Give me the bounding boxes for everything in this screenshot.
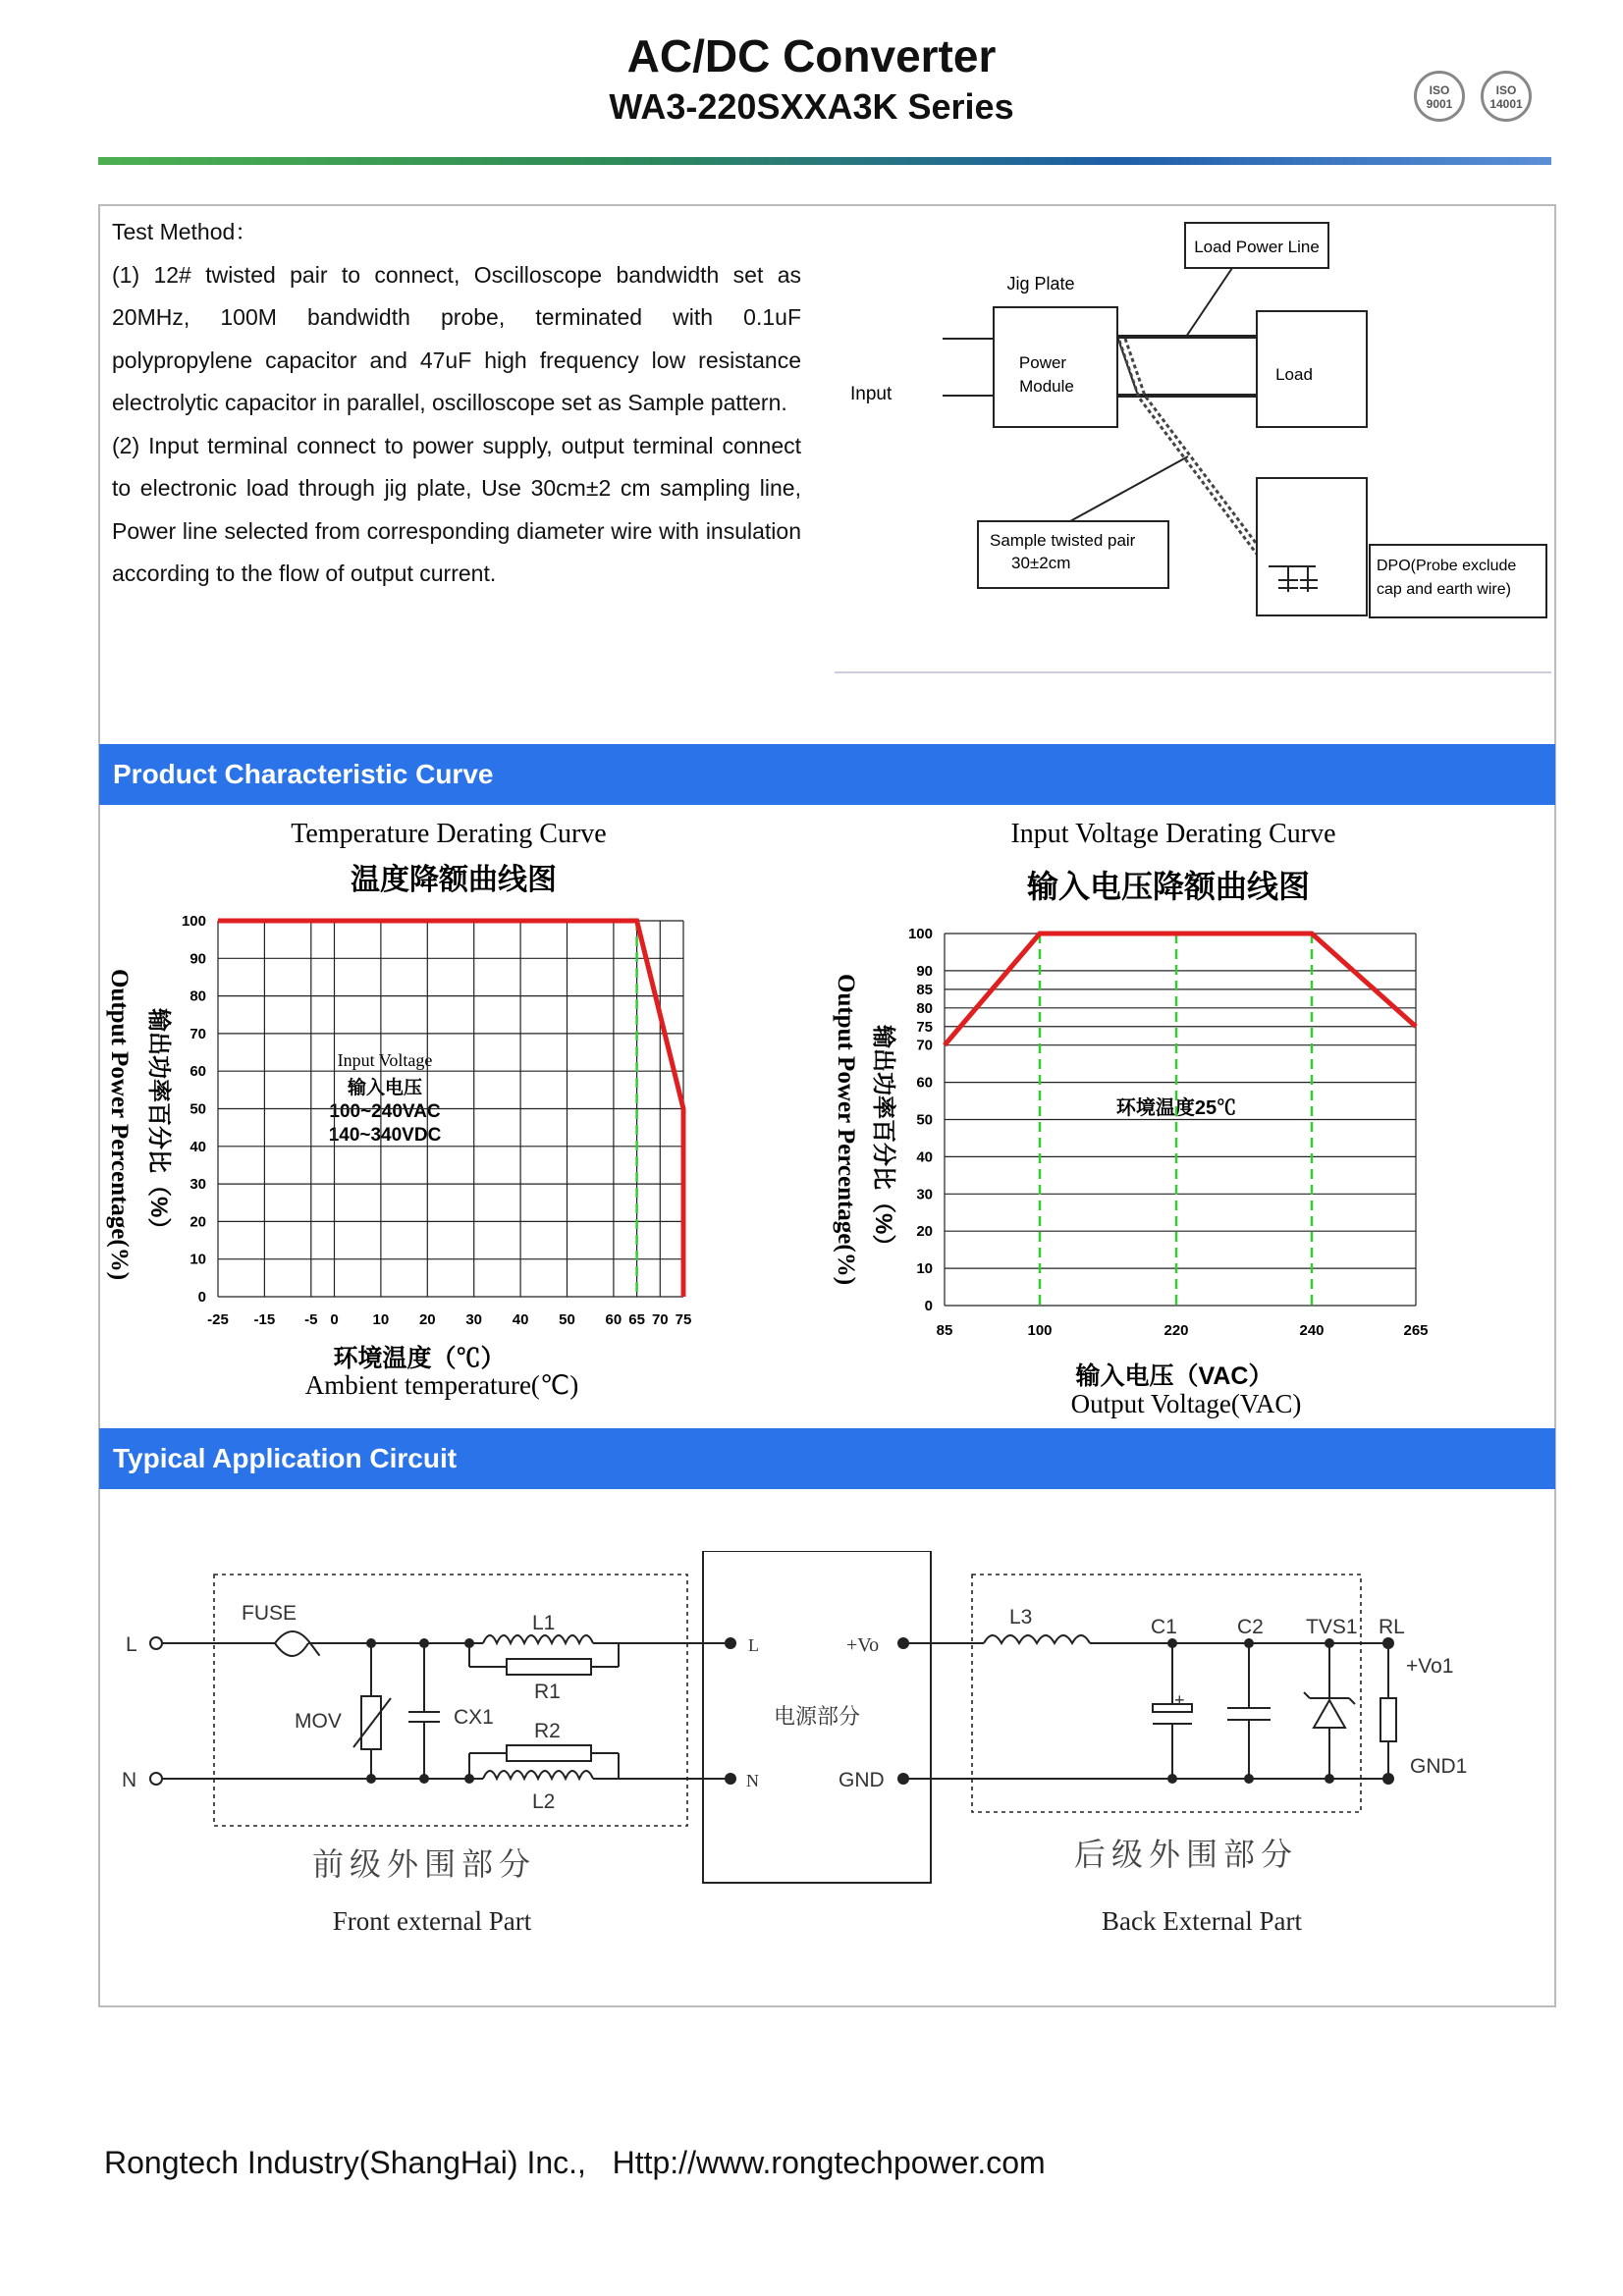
twisted-pair-label-2: 30±2cm bbox=[1011, 554, 1071, 572]
x-tick-label: 100 bbox=[1027, 1322, 1053, 1339]
r2-resistor-icon bbox=[507, 1745, 591, 1761]
section-header-circuit: Typical Application Circuit bbox=[99, 1428, 1555, 1489]
power-module-label-1: Power bbox=[1018, 353, 1067, 372]
x-tick-label: 240 bbox=[1299, 1322, 1325, 1339]
c1-capacitor-icon bbox=[1153, 1704, 1192, 1712]
footer bbox=[104, 2145, 1046, 2181]
module-vo-pin bbox=[897, 1637, 909, 1649]
chart-title: Temperature Derating Curve bbox=[291, 819, 607, 849]
x-tick-label: 30 bbox=[465, 1311, 483, 1328]
y-tick-label: 50 bbox=[189, 1100, 206, 1118]
y-tick-label: 100 bbox=[181, 913, 206, 930]
back-part-label: Back External Part bbox=[1102, 1906, 1302, 1936]
label-r2: R2 bbox=[534, 1720, 561, 1742]
y-axis-label: Output Power Percentage(%) bbox=[833, 974, 859, 1286]
product-series: WA3-220SXXA3K Series bbox=[609, 86, 1014, 127]
y-tick-label: 0 bbox=[924, 1298, 933, 1314]
y-tick-label: 60 bbox=[916, 1074, 933, 1092]
dpo-label-2: cap and earth wire) bbox=[1377, 581, 1511, 598]
x-tick-label: 10 bbox=[372, 1311, 390, 1328]
x-tick-label: -15 bbox=[253, 1311, 276, 1328]
x-axis-label: Output Voltage(VAC) bbox=[1070, 1389, 1302, 1418]
y-tick-label: 80 bbox=[916, 999, 933, 1017]
y-tick-label: 40 bbox=[916, 1148, 933, 1166]
jig-plate-label: Jig Plate bbox=[1006, 274, 1075, 294]
load-power-line-label: Load Power Line bbox=[1194, 238, 1320, 256]
y-tick-label: 20 bbox=[189, 1213, 206, 1231]
svg-text:+: + bbox=[1174, 1690, 1185, 1710]
iso-9001-badge-icon: ISO 9001 bbox=[1414, 71, 1465, 122]
application-circuit-diagram bbox=[100, 1551, 1553, 1983]
y-tick-label: 60 bbox=[189, 1063, 206, 1081]
chart-title: Input Voltage Derating Curve bbox=[1010, 819, 1336, 849]
y-axis-label: Output Power Percentage(%) bbox=[106, 969, 133, 1281]
x-tick-label: 85 bbox=[936, 1322, 953, 1339]
annotation-input-voltage: Input Voltage bbox=[337, 1050, 433, 1070]
y-tick-label: 75 bbox=[916, 1018, 933, 1036]
twisted-pair-label-1: Sample twisted pair bbox=[990, 531, 1136, 550]
front-part-label: Front external Part bbox=[332, 1906, 532, 1936]
module-gnd-pin bbox=[897, 1773, 909, 1785]
label-mov: MOV bbox=[295, 1710, 342, 1733]
x-tick-label: 20 bbox=[418, 1311, 436, 1328]
input-label: Input bbox=[850, 384, 893, 404]
y-tick-label: 90 bbox=[189, 950, 206, 968]
label-fuse: FUSE bbox=[242, 1602, 298, 1625]
label-tvs1: TVS1 bbox=[1306, 1616, 1358, 1638]
y-tick-label: 90 bbox=[916, 962, 933, 980]
label-c1: C1 bbox=[1151, 1616, 1177, 1638]
power-module-label-2: Module bbox=[1019, 377, 1074, 396]
label-l2: L2 bbox=[532, 1790, 556, 1813]
temperature-derating-chart bbox=[100, 807, 825, 1414]
x-tick-label: 75 bbox=[675, 1311, 692, 1328]
front-part-label-cn: 前级外围部分 bbox=[311, 1846, 537, 1882]
test-method-heading: Test Method： bbox=[112, 219, 258, 244]
y-tick-label: 50 bbox=[916, 1111, 933, 1129]
y-axis-label-cn: 输出功率百分比（%） bbox=[145, 1008, 172, 1242]
label-vo: +Vo bbox=[846, 1634, 880, 1656]
module-n-pin bbox=[725, 1773, 736, 1785]
label-l3: L3 bbox=[1009, 1606, 1033, 1629]
iso-14001-badge-icon: ISO 14001 bbox=[1481, 71, 1532, 122]
load-label: Load bbox=[1275, 365, 1313, 384]
dpo-label-1: DPO(Probe exclude bbox=[1377, 558, 1517, 574]
chart-subtitle-cn: 输入电压降额曲线图 bbox=[1026, 869, 1311, 904]
module-l-pin bbox=[725, 1637, 736, 1649]
y-tick-label: 85 bbox=[916, 981, 933, 998]
page-title: AC/DC Converter bbox=[626, 30, 997, 81]
test-setup-diagram bbox=[825, 211, 1551, 682]
fuse-icon bbox=[275, 1643, 308, 1656]
annotation-ambient-temp: 环境温度25℃ bbox=[1115, 1097, 1237, 1119]
annotation-vac-range: 100~240VAC bbox=[329, 1101, 441, 1122]
y-tick-label: 70 bbox=[189, 1025, 206, 1042]
back-part-label-cn: 后级外围部分 bbox=[1073, 1837, 1299, 1872]
label-l1: L1 bbox=[532, 1612, 556, 1634]
label-module: 电源部分 bbox=[773, 1704, 861, 1729]
header-divider-bar bbox=[98, 157, 1551, 165]
label-module-n: N bbox=[746, 1771, 759, 1790]
x-tick-label: 50 bbox=[559, 1311, 575, 1328]
test-method-step-2: (2) Input terminal connect to power supply, output terminal connect to electronic load through jig plate, Use 30cm±2 cm sampling line, Power line selected from corresponding diameter wire with insulation according to the flow of output current. bbox=[112, 432, 801, 586]
r1-resistor-icon bbox=[507, 1659, 591, 1675]
x-tick-label: 60 bbox=[605, 1311, 622, 1328]
label-gnd: GND bbox=[839, 1769, 885, 1791]
x-tick-label: 265 bbox=[1403, 1322, 1429, 1339]
y-tick-label: 80 bbox=[189, 988, 206, 1005]
y-tick-label: 20 bbox=[916, 1223, 933, 1241]
dpo-box bbox=[1257, 478, 1367, 615]
input-l-terminal bbox=[150, 1637, 162, 1649]
l3-inductor-icon bbox=[984, 1635, 1090, 1643]
x-axis-label: Ambient temperature(℃) bbox=[304, 1370, 579, 1400]
chart-subtitle-cn: 温度降额曲线图 bbox=[351, 864, 557, 896]
label-gnd1: GND1 bbox=[1410, 1755, 1468, 1778]
x-axis-label-cn: 输入电压（VAC） bbox=[1075, 1362, 1273, 1390]
y-tick-label: 30 bbox=[189, 1176, 206, 1194]
input-n-terminal bbox=[150, 1773, 162, 1785]
l1-inductor-icon bbox=[483, 1635, 593, 1643]
label-vo1: +Vo1 bbox=[1406, 1655, 1454, 1678]
label-r1: R1 bbox=[534, 1681, 561, 1703]
test-method-step-1: (1) 12# twisted pair to connect, Oscilloscope bandwidth set as 20MHz, 100M bandwidth probe, terminated with 0.1uF polypropylene capacitor and 47uF high frequency low resistance electrolytic capacitor in parallel, oscilloscope set as Sample pattern. bbox=[112, 261, 801, 415]
y-tick-label: 10 bbox=[916, 1260, 933, 1278]
label-l: L bbox=[126, 1633, 137, 1656]
test-method-text bbox=[112, 211, 801, 596]
y-tick-label: 70 bbox=[916, 1037, 933, 1054]
label-rl: RL bbox=[1379, 1616, 1405, 1638]
label-c2: C2 bbox=[1237, 1616, 1264, 1638]
label-n: N bbox=[122, 1769, 137, 1791]
y-tick-label: 10 bbox=[189, 1251, 206, 1268]
label-module-l: L bbox=[748, 1635, 759, 1655]
l2-inductor-icon bbox=[483, 1771, 593, 1779]
y-axis-label-cn: 输出功率百分比（%） bbox=[870, 1025, 896, 1258]
x-tick-label: 0 bbox=[330, 1311, 339, 1328]
x-tick-label: 220 bbox=[1163, 1322, 1189, 1339]
footer-company: Rongtech Industry(ShangHai) Inc., bbox=[104, 2145, 586, 2180]
x-tick-label: 65 bbox=[628, 1311, 645, 1328]
x-tick-label: 40 bbox=[512, 1311, 529, 1328]
footer-url[interactable]: Http://www.rongtechpower.com bbox=[612, 2145, 1046, 2180]
x-tick-label: -5 bbox=[304, 1311, 318, 1328]
x-tick-label: 70 bbox=[651, 1311, 669, 1328]
x-tick-label: -25 bbox=[207, 1311, 229, 1328]
tvs1-diode-icon bbox=[1304, 1692, 1355, 1728]
annotation-input-voltage-cn: 输入电压 bbox=[347, 1078, 423, 1098]
x-axis-label-cn: 环境温度（℃） bbox=[333, 1345, 506, 1372]
y-tick-label: 0 bbox=[197, 1289, 206, 1306]
rl-resistor-icon bbox=[1380, 1698, 1396, 1741]
label-cx1: CX1 bbox=[454, 1706, 494, 1729]
section-header-curve: Product Characteristic Curve bbox=[99, 744, 1555, 805]
annotation-vdc-range: 140~340VDC bbox=[328, 1125, 442, 1146]
y-tick-label: 40 bbox=[189, 1138, 206, 1155]
y-tick-label: 30 bbox=[916, 1186, 933, 1203]
input-voltage-derating-chart bbox=[827, 807, 1553, 1425]
y-tick-label: 100 bbox=[907, 926, 933, 942]
